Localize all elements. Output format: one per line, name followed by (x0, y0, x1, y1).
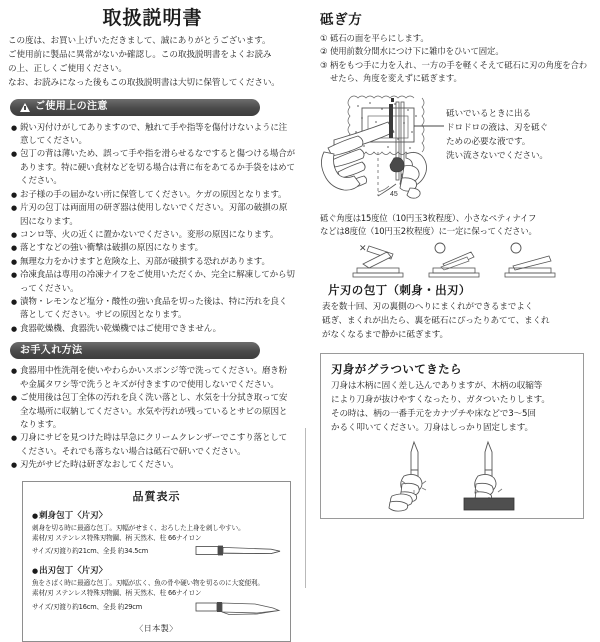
list-item: ● ご使用後は包丁全体の汚れを良く洗い落とし、水気を十分拭き取って安全な場所に収納してください。水気や汚れが残っているとサビの原因となります。 (11, 392, 295, 432)
callout-line-4: 洗い流さないでください。 (446, 150, 548, 161)
list-item: ● 鋭い刃付けがしてありますので、触れて手や指等を傷付けないように注意してください。 (11, 122, 295, 149)
angle-too-steep-diagram (347, 242, 409, 278)
care-section-header (10, 342, 260, 359)
loose-blade-title: 刃身がグラついてきたら (331, 362, 462, 377)
knife-entry-deba (32, 564, 281, 616)
intro-line-1: この度は、お買い上げいただきまして、誠にありがとうございます。 (8, 35, 271, 46)
intro-line-4: なお、お読みになった後もこの取扱説明書は大切に保管してください。 (8, 77, 280, 88)
knife-material: 素材/刃 ステンレス特殊刃物鋼、柄 天然木、柱 66ナイロン (32, 533, 202, 542)
loose-blade-line-2: により刀身が抜けやすくなったり、ガタついたりします。 (331, 395, 550, 405)
caution-heading-label: ご使用上の注意 (35, 101, 108, 113)
deba-knife-illustration (195, 599, 281, 617)
list-item: ● 包丁の背は薄いため、誤って手や指を滑らせるなですると傷つける場合があります。特に硬い食材などを切る場合は背に布をあてるか手袋をはめてください。 (11, 148, 295, 188)
knife-description: 刺身を切る時に最適な包丁。刃幅がせまく、おろした上身を刺しやすい。 (32, 523, 245, 532)
caution-section-header (10, 99, 260, 116)
angle-correct-diagram-1 (423, 242, 485, 278)
list-item: ● 無理な力をかけますと危険な上、刃部が破損する恐れがあります。 (11, 256, 295, 269)
single-bevel-line-2: 砥ぎ、まくれが出たら、裏を砥石にぴったりあてて、まくれ (322, 316, 550, 327)
list-item (320, 32, 590, 45)
knife-description: 魚をさばく時に最適な包丁。刃幅が広く、魚の骨や硬い物を切るのに大変便利。 (32, 579, 264, 588)
list-item: ● 刀身にサビを見つけた時は早急にクリームクレンザーでこすり落としてください。それでも落ちない場合は砥石で研いでください。 (11, 432, 295, 459)
sharpening-figure-row (318, 92, 592, 210)
loose-blade-figures (331, 440, 573, 512)
sharpening-angle-note (320, 212, 588, 239)
knife-size: サイズ/刃渡り約21cm、全長 約34.5cm (32, 546, 149, 555)
right-column (306, 0, 600, 600)
step-text: 砥石の面を平らにします。 (330, 33, 429, 43)
list-item: ● 片刃の包丁は両面用の研ぎ器は使用しないでください。刃部の破損の原因になります。 (11, 202, 295, 229)
knife-material: 素材/刃 ステンレス特殊刃物鋼、柄 天然木、柱 66ナイロン (32, 589, 202, 598)
step-number: ① (320, 33, 328, 43)
list-item: ● 食器乾燥機、食器洗い乾燥機ではご使用できません。 (11, 323, 295, 336)
single-bevel-body (322, 301, 588, 343)
list-item (320, 45, 590, 58)
sharpening-title: 砥ぎ方 (320, 12, 363, 28)
list-item: ● お子様の手の届かない所に保管してください。ケガの原因となります。 (11, 189, 295, 202)
circle-mark (435, 243, 445, 253)
list-item (320, 59, 590, 86)
loose-blade-box (320, 353, 584, 519)
step-text: 使用前数分間水につけ下に雑巾をひいて固定。 (330, 46, 504, 57)
care-heading-label: お手入れ方法 (20, 344, 83, 356)
loose-blade-line-4: かるく叩いてください。刀身はしっかり固定します。 (331, 422, 533, 433)
callout-line-2: ドロドロの液は、刃を砥ぐ (446, 122, 548, 133)
angle-correct-diagram-2 (499, 242, 561, 278)
cross-mark: ✕ (359, 243, 367, 254)
angle-note-line-1: 砥ぐ角度は15度位（10円玉3枚程度）、小さなペティナイフ (320, 212, 537, 223)
sashimi-knife-illustration (195, 543, 281, 558)
caution-list (8, 122, 297, 337)
callout-line-1: 砥いでいるときに出る (446, 108, 531, 119)
knife-size: サイズ/刃渡り約16cm、全長 約29cm (32, 603, 143, 612)
list-item: ● 食器用中性洗剤を使いやわらかいスポンジ等で洗ってください。磨き粉や金属タワシ等で洗うとキズが付きますので使用しないでください。 (11, 365, 295, 392)
angle-diagrams-row (316, 242, 592, 278)
hand-tapping-on-block-illustration (458, 440, 520, 512)
angle-label: 45 (390, 190, 398, 198)
sharpening-callout (446, 92, 548, 164)
list-item: ● 漬物・レモンなど塩分・酸性の強い食品を切った後は、特に汚れを良く落としてください。サビの原因となります。 (11, 296, 295, 323)
list-item: ● コンロ等、火の近くに置かないでください。変形の原因になります。 (11, 229, 295, 242)
single-bevel-title: 片刃の包丁（刺身・出刃） (328, 283, 471, 298)
loose-blade-body (331, 380, 573, 436)
callout-line-3: ための必要な液です。 (446, 136, 531, 147)
knife-name: ● 刺身包丁〈片刃〉 (32, 509, 281, 521)
quality-info-box (22, 481, 291, 642)
step-text: 柄をもつ手に力を入れ、一方の手を軽くそえて砥石に刃の角度を合わせたら、角度を変えずに砥ぎます。 (330, 59, 588, 84)
step-number: ③ (320, 59, 328, 70)
list-item: ● 落とすなどの強い衝撃は破損の原因になります。 (11, 242, 295, 255)
intro-line-3: の上、正しくご使用ください。 (8, 63, 127, 74)
quality-title: 品質表示 (132, 489, 181, 503)
loose-blade-line-3: その時は、柄の一番手元をカナヅチや床などで3〜5回 (331, 408, 536, 419)
care-list (8, 365, 297, 472)
made-in-label: 〈日本製〉 (135, 623, 178, 633)
angle-note-line-2: などは8度位（10円玉2枚程度）に一定に保ってください。 (320, 226, 537, 237)
single-bevel-line-3: がなくなるまで静かに砥ぎます。 (322, 330, 448, 341)
knife-entry-sashimi (32, 509, 281, 558)
knife-name: ● 出刃包丁〈片刃〉 (32, 564, 281, 576)
sharpening-steps-list (316, 32, 592, 86)
intro-paragraph (8, 35, 297, 91)
list-item: ● 刃先がサビた時は研ぎなおしてください。 (11, 459, 295, 472)
step-number: ② (320, 46, 328, 57)
page-title: 取扱説明書 (102, 7, 203, 29)
hands-sharpening-on-whetstone-illustration (318, 92, 444, 210)
hand-tapping-handle-illustration (384, 440, 446, 512)
single-bevel-line-1: 表を数十回、刃の裏側のへりにまくれができるまでよく (322, 302, 534, 313)
loose-blade-line-1: 刀身は木柄に固く差し込んでありますが、木柄の収縮等 (331, 381, 543, 392)
intro-line-2: ご使用前に製品に異常がないか確認し。この取扱説明書をよくお読み (8, 49, 272, 60)
list-item: ● 冷凍食品は専用の冷凍ナイフをご使用いただくか、完全に解凍してから切ってください。 (11, 269, 295, 296)
warning-triangle-icon (20, 103, 30, 112)
circle-mark (511, 243, 521, 253)
